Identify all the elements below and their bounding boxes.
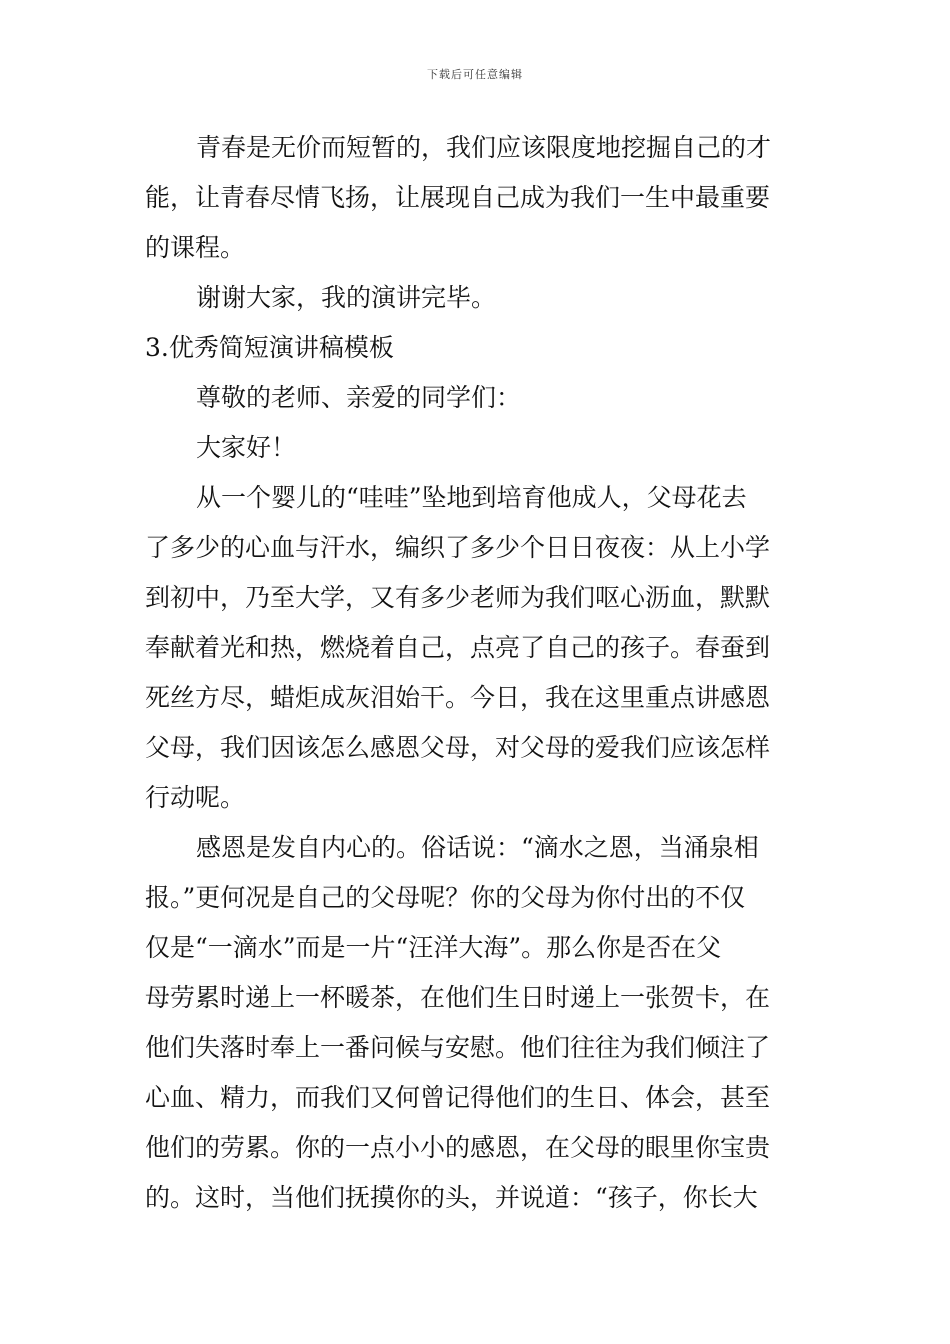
text-line: 母劳累时递上一杯暖茶，在他们生日时递上一张贺卡，在 bbox=[145, 983, 771, 1012]
text-line: 的课程。 bbox=[145, 233, 246, 262]
text-line: 父母，我们因该怎么感恩父母，对父母的爱我们应该怎样 bbox=[145, 733, 771, 762]
text-line: 报。”更何况是自己的父母呢？你的父母为你付出的不仅 bbox=[145, 883, 746, 912]
text-line: 谢谢大家，我的演讲完毕。 bbox=[196, 283, 497, 312]
section-heading: 3.优秀简短演讲稿模板 bbox=[145, 333, 394, 362]
text-line: 大家好！ bbox=[196, 433, 297, 462]
text-line: 他们失落时奉上一番问候与安慰。他们往往为我们倾注了 bbox=[145, 1033, 771, 1062]
text-line: 能，让青春尽情飞扬，让展现自己成为我们一生中最重要 bbox=[145, 183, 771, 212]
text-line: 行动呢。 bbox=[145, 783, 246, 812]
text-line: 心血、精力，而我们又何曾记得他们的生日、体会，甚至 bbox=[145, 1083, 771, 1112]
text-line: 尊敬的老师、亲爱的同学们： bbox=[196, 383, 522, 412]
text-line: 的。这时，当他们抚摸你的头，并说道：“孩子，你长大 bbox=[145, 1183, 758, 1212]
text-line: 从一个婴儿的“哇哇”坠地到培育他成人，父母花去 bbox=[196, 483, 747, 512]
text-line: 到初中，乃至大学，又有多少老师为我们呕心沥血，默默 bbox=[145, 583, 771, 612]
text-line: 奉献着光和热，燃烧着自己，点亮了自己的孩子。春蚕到 bbox=[145, 633, 771, 662]
page-header: 下载后可任意编辑 bbox=[427, 68, 523, 81]
text-line: 他们的劳累。你的一点小小的感恩，在父母的眼里你宝贵 bbox=[145, 1133, 771, 1162]
text-line: 了多少的心血与汗水，编织了多少个日日夜夜：从上小学 bbox=[145, 533, 771, 562]
text-line: 感恩是发自内心的。俗话说：“滴水之恩，当涌泉相 bbox=[196, 833, 759, 862]
text-line: 青春是无价而短暂的，我们应该限度地挖掘自己的才 bbox=[196, 133, 772, 162]
text-line: 仅是“一滴水”而是一片“汪洋大海”。那么你是否在父 bbox=[145, 933, 722, 962]
text-line: 死丝方尽，蜡炬成灰泪始干。今日，我在这里重点讲感恩 bbox=[145, 683, 771, 712]
